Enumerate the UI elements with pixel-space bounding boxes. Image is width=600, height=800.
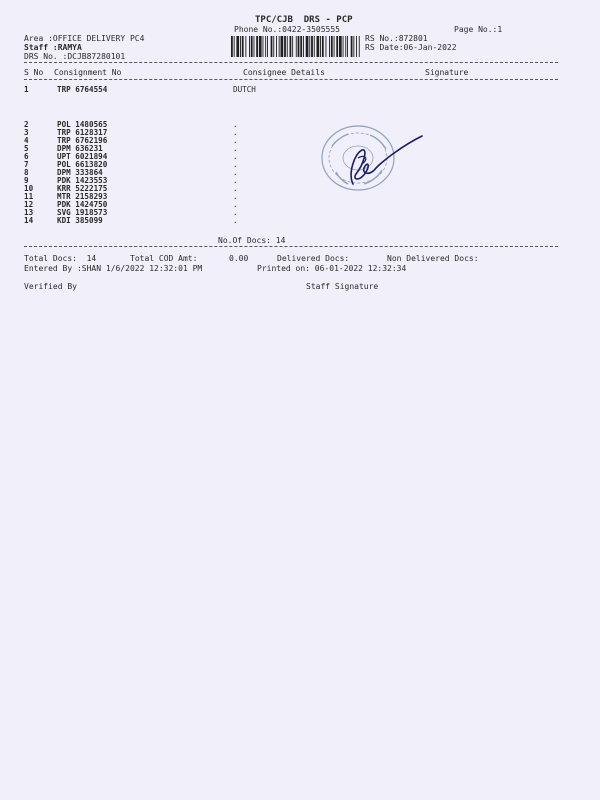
row-consignee: . (233, 120, 238, 129)
barcode-bar (314, 36, 315, 57)
row-consignee: . (233, 136, 238, 145)
barcode-bar (273, 36, 274, 57)
rs-number: RS No.:872801 (365, 34, 428, 43)
barcode-bar (259, 36, 262, 57)
barcode-bar (254, 36, 255, 57)
total-cod-value: 0.00 (229, 254, 249, 263)
row-sno: 14 (24, 216, 34, 225)
row-consignment: DPM 636231 (57, 144, 103, 153)
barcode-bar (336, 36, 338, 57)
barcode-bar (298, 36, 300, 57)
row-sno: 1 (24, 85, 29, 94)
row-sno: 7 (24, 160, 29, 169)
barcode-bar (311, 36, 313, 57)
barcode-bar (356, 36, 357, 57)
row-consignee: . (233, 144, 238, 153)
row-consignment: TRP 6762196 (57, 136, 108, 145)
barcode-bar (334, 36, 335, 57)
stamp-signature-image (318, 124, 430, 196)
no-of-docs: No.Of Docs: 14 (218, 236, 286, 245)
row-consignment: SVG 1918573 (57, 208, 108, 217)
row-consignee: DUTCH (233, 85, 256, 94)
row-consignment: KDI 385099 (57, 216, 103, 225)
delivered-docs: Delivered Docs: (277, 254, 350, 263)
barcode-image (230, 36, 360, 57)
row-consignee: . (233, 192, 238, 201)
row-sno: 10 (24, 184, 34, 193)
barcode-bar (263, 36, 264, 57)
barcode-bar (317, 36, 320, 57)
barcode-bar (329, 36, 330, 57)
printed-on: Printed on: 06-01-2022 12:32:34 (257, 264, 407, 273)
row-sno: 6 (24, 152, 29, 161)
barcode-bar (353, 36, 354, 57)
row-consignee: . (233, 176, 238, 185)
row-consignee: . (233, 168, 238, 177)
row-consignee: . (233, 208, 238, 217)
barcode-bar (251, 36, 253, 57)
row-consignee: . (233, 184, 238, 193)
barcode-bar (256, 36, 258, 57)
barcode-bar (287, 36, 288, 57)
barcode-bar (296, 36, 297, 57)
divider (24, 79, 558, 80)
row-consignee: . (233, 216, 238, 225)
row-sno: 13 (24, 208, 34, 217)
non-delivered-docs: Non Delivered Docs: (387, 254, 479, 263)
row-sno: 4 (24, 136, 29, 145)
barcode-bar (290, 36, 292, 57)
verified-by-label: Verified By (24, 282, 77, 291)
row-consignment: PDK 1424750 (57, 200, 108, 209)
phone-number: Phone No.:0422-3505555 (234, 25, 340, 34)
entered-by: Entered By :SHAN 1/6/2022 12:32:01 PM (24, 264, 203, 273)
barcode-bar (309, 36, 310, 57)
row-sno: 2 (24, 120, 29, 129)
staff-label: Staff :RAMYA (24, 43, 82, 52)
barcode-bar (331, 36, 333, 57)
barcode-bar (234, 36, 235, 57)
area-label: Area :OFFICE DELIVERY PC4 (24, 34, 145, 43)
divider (24, 246, 558, 247)
row-sno: 3 (24, 128, 29, 137)
rs-date: RS Date:06-Jan-2022 (365, 43, 457, 52)
barcode-bar (326, 36, 327, 57)
row-consignment: DPM 333864 (57, 168, 103, 177)
total-docs: Total Docs: 14 (24, 254, 97, 263)
barcode-bar (276, 36, 277, 57)
barcode-bar (359, 36, 360, 57)
barcode-bar (300, 36, 302, 57)
row-sno: 5 (24, 144, 29, 153)
row-consignment: TRP 6764554 (57, 85, 108, 94)
column-header-consignment: Consignment No (54, 68, 122, 77)
page-number: Page No.:1 (454, 25, 503, 34)
column-header-sno: S No (24, 68, 44, 77)
barcode-bar (306, 36, 309, 57)
row-consignment: TRP 6128317 (57, 128, 108, 137)
row-consignment: UPT 6021894 (57, 152, 108, 161)
barcode-bar (303, 36, 304, 57)
row-consignee: . (233, 128, 238, 137)
row-consignee: . (233, 200, 238, 209)
barcode-bar (267, 36, 268, 57)
barcode-bar (284, 36, 286, 57)
barcode-bar (343, 36, 344, 57)
barcode-bar (279, 36, 280, 57)
row-consignment: POL 1480565 (57, 120, 108, 129)
barcode-bar (271, 36, 273, 57)
row-consignment: PDK 1423553 (57, 176, 108, 185)
barcode-bar (236, 36, 239, 57)
row-consignment: MTR 2158293 (57, 192, 108, 201)
drs-number: DRS No. :DCJB87280101 (24, 52, 126, 61)
staff-signature-label: Staff Signature (306, 282, 379, 291)
barcode-bar (351, 36, 353, 57)
barcode-bar (265, 36, 266, 57)
barcode-bar (242, 36, 244, 57)
barcode-bar (345, 36, 346, 57)
row-sno: 12 (24, 200, 34, 209)
barcode-bar (249, 36, 250, 57)
row-consignment: POL 6613820 (57, 160, 108, 169)
barcode-bar (322, 36, 324, 57)
column-header-signature: Signature (425, 68, 469, 77)
total-cod-label: Total COD Amt: (130, 254, 198, 263)
barcode-bar (231, 36, 233, 57)
row-sno: 11 (24, 192, 34, 201)
barcode-bar (245, 36, 246, 57)
document-title: TPC/CJB DRS - PCP (255, 15, 353, 25)
row-consignee: . (233, 152, 238, 161)
barcode-bar (281, 36, 284, 57)
barcode-bar (339, 36, 342, 57)
column-header-consignee: Consignee Details (243, 68, 325, 77)
row-sno: 8 (24, 168, 29, 177)
barcode-bar (240, 36, 241, 57)
divider (24, 62, 558, 63)
row-sno: 9 (24, 176, 29, 185)
barcode-bar (320, 36, 321, 57)
row-consignment: KRR 5222175 (57, 184, 108, 193)
row-consignee: . (233, 160, 238, 169)
barcode-bar (347, 36, 348, 57)
barcode-bar (292, 36, 293, 57)
